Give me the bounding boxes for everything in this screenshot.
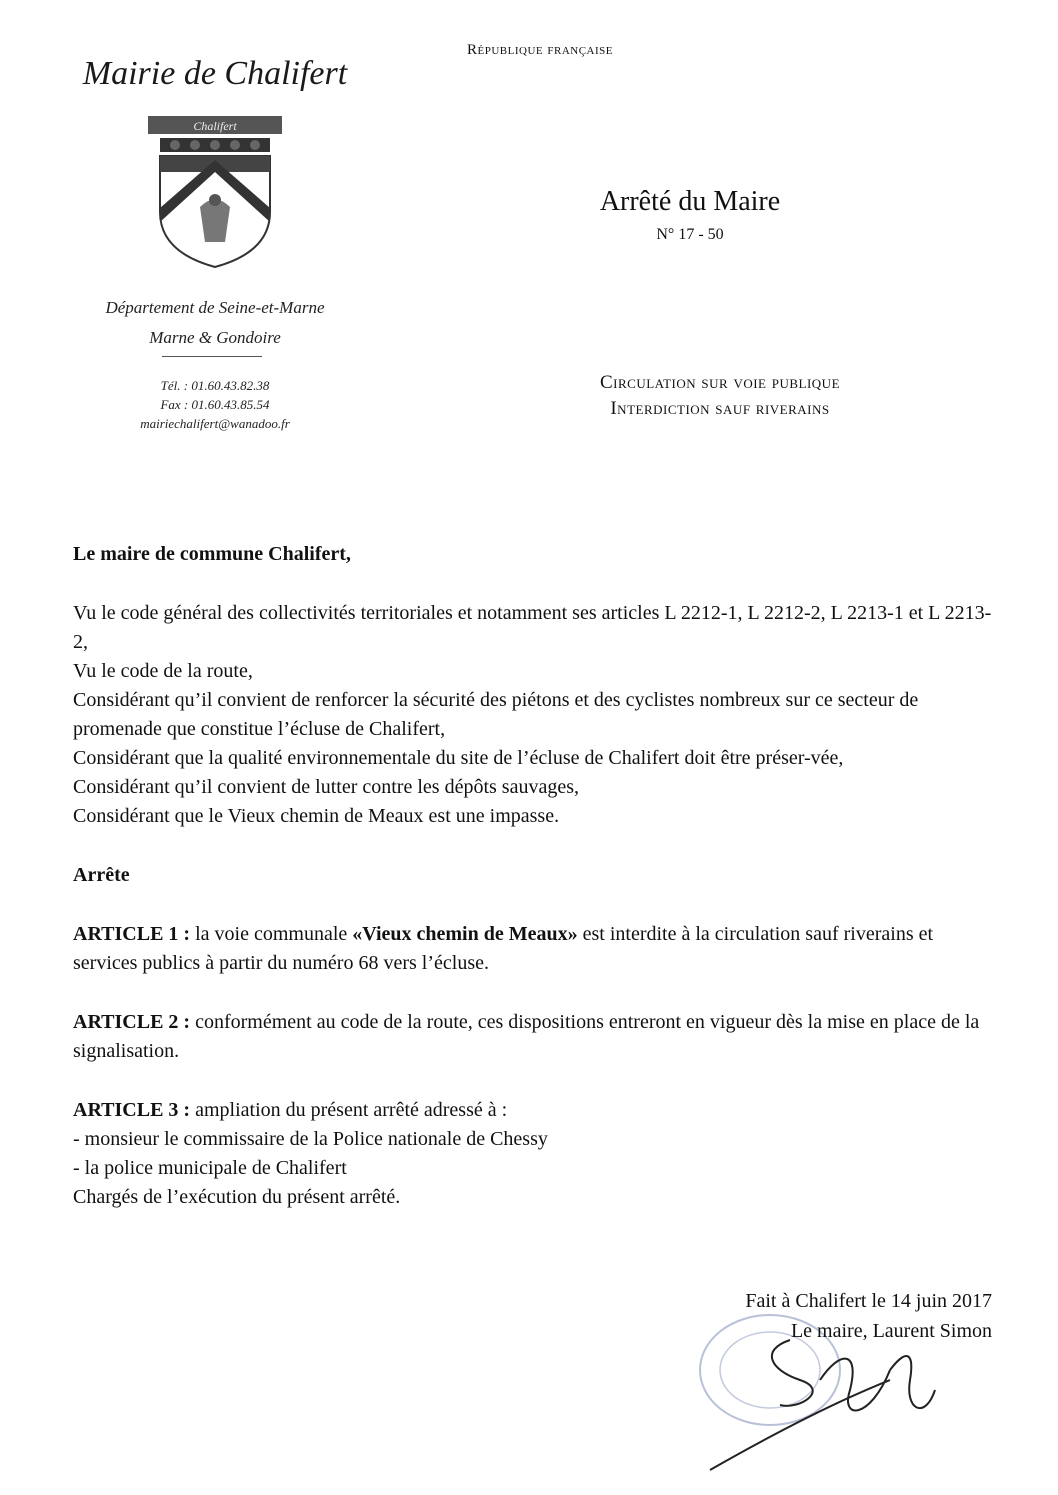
telephone: Tél. : 01.60.43.82.38 [160, 378, 270, 393]
article-1 [73, 920, 998, 978]
crest-banner-text: Chalifert [193, 119, 237, 133]
article-2-label: ARTICLE 2 : [73, 1011, 191, 1033]
email: mairiechalifert@wanadoo.fr [140, 416, 290, 431]
article-3-item: - monsieur le commissaire de la Police nationale de Chessy [73, 1128, 548, 1150]
article-3-item: - la police municipale de Chalifert [73, 1157, 347, 1179]
considerant: Considérant que le Vieux chemin de Meaux est une impasse. [73, 805, 560, 827]
arrete-heading: Arrête [73, 864, 130, 886]
arrete-body [73, 540, 998, 1212]
considerant: Considérant que la qualité environnementale du site de l’écluse de Chalifert doit être préser-vée, [73, 747, 844, 769]
coat-of-arms [140, 112, 290, 277]
article-1-post: est interdite à la circulation sauf riverains et services publics à partir du numéro 68 vers l’écluse. [73, 923, 934, 974]
intro: Le maire de commune Chalifert, [73, 543, 351, 565]
crest-icon [140, 112, 290, 272]
divider [162, 356, 262, 357]
considerant: Considérant qu’il convient de renforcer la sécurité des piétons et des cyclistes nombreux sur ce secteur de promenade que constitue l’écluse de Chalifert, [73, 689, 919, 740]
article-1-pre: la voie communale [195, 923, 353, 945]
article-3 [73, 1096, 998, 1125]
article-3-text: ampliation du présent arrêté adressé à : [195, 1099, 508, 1121]
article-1-label: ARTICLE 1 : [73, 923, 191, 945]
arrete-title: Arrêté du Maire [599, 186, 781, 217]
arrete-number: N° 17 - 50 [656, 226, 724, 243]
considerant: Considérant qu’il convient de lutter contre les dépôts sauvages, [73, 776, 579, 798]
signatory: Le maire, Laurent Simon [790, 1320, 992, 1342]
place-date: Fait à Chalifert le 14 juin 2017 [745, 1290, 992, 1312]
considerant: Vu le code de la route, [73, 660, 253, 682]
article-2 [73, 1008, 998, 1066]
mairie-title: Mairie de Chalifert [82, 55, 348, 92]
article-3-closing: Chargés de l’exécution du présent arrêté. [73, 1186, 401, 1208]
subject-line-1: Circulation sur voie publique [599, 372, 841, 393]
fax: Fax : 01.60.43.85.54 [160, 397, 270, 412]
article-3-label: ARTICLE 3 : [73, 1099, 191, 1121]
republique-header: République française [467, 42, 613, 58]
article-2-text: conformément au code de la route, ces dispositions entreront en vigueur dès la mise en place de la signalisation. [73, 1011, 980, 1062]
considerant: Vu le code général des collectivités territoriales et notamment ses articles L 2212-1, L 2212-2, L 2213-1 et L 2213-2, [73, 602, 992, 653]
article-1-road: «Vieux chemin de Meaux» [352, 923, 578, 945]
departement: Département de Seine-et-Marne [105, 298, 325, 317]
subject-line-2: Interdiction sauf riverains [610, 398, 830, 419]
intercommunalite: Marne & Gondoire [149, 328, 281, 347]
